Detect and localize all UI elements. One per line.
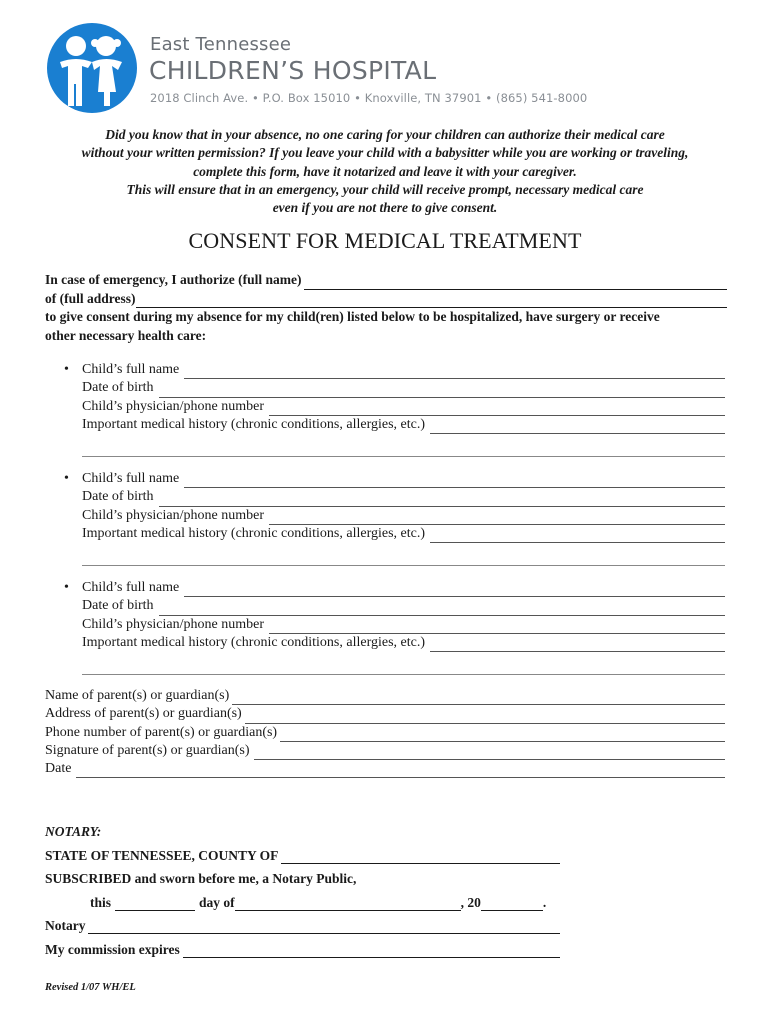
child-physician-field[interactable]	[269, 402, 725, 416]
authorized-name-field[interactable]	[304, 276, 727, 290]
child-physician-field[interactable]	[269, 620, 725, 634]
child-physician-label: Child’s physician/phone number	[82, 398, 264, 414]
date-label: Date	[45, 761, 72, 777]
parent-signature-field[interactable]	[254, 746, 725, 760]
child-history-field[interactable]	[430, 529, 725, 543]
day-of-label: day of	[199, 894, 235, 910]
child-name-field[interactable]	[184, 583, 725, 597]
child-physician-label: Child’s physician/phone number	[82, 616, 264, 632]
child-history-label: Important medical history (chronic conditions, allergies, etc.)	[82, 525, 426, 541]
year-field[interactable]	[481, 897, 543, 911]
child-history-label: Important medical history (chronic conditions, allergies, etc.)	[82, 416, 426, 432]
child-physician-label: Child’s physician/phone number	[82, 507, 264, 523]
child-dob-field[interactable]	[159, 602, 725, 616]
child-name-label: Child’s full name	[82, 580, 180, 595]
authorized-address-field[interactable]	[136, 294, 727, 308]
child-history-field[interactable]	[430, 420, 725, 434]
child-history-field-extra[interactable]	[82, 652, 725, 675]
child-history-field[interactable]	[430, 638, 725, 652]
date-field[interactable]	[76, 764, 725, 778]
parent-signature-label: Signature of parent(s) or guardian(s)	[45, 742, 250, 758]
intro-line: complete this form, have it notarized and leave it with your caregiver.	[193, 163, 577, 179]
child-name-field[interactable]	[184, 365, 725, 379]
hospital-logo	[46, 22, 138, 114]
authorized-address-label: of (full address)	[45, 290, 136, 306]
child-block	[64, 579, 725, 675]
intro-line: Did you know that in your absence, no one caring for your children can authorize their medical care	[105, 127, 665, 142]
year-prefix: , 20	[460, 894, 481, 910]
hospital-address: 2018 Clinch Ave. • P.O. Box 15010 • Knoxville, TN 37901 • (865) 541-8000	[150, 91, 588, 105]
revision-note: Revised 1/07 WH/EL	[45, 982, 136, 993]
child-history-label: Important medical history (chronic conditions, allergies, etc.)	[82, 634, 426, 650]
parent-phone-label: Phone number of parent(s) or guardian(s)	[45, 724, 278, 740]
child-dob-label: Date of birth	[82, 489, 154, 505]
child-block	[64, 470, 725, 566]
day-field[interactable]	[115, 897, 195, 911]
parent-address-label: Address of parent(s) or guardian(s)	[45, 706, 242, 722]
authorized-name-label: In case of emergency, I authorize (full name)	[45, 272, 302, 287]
bullet: •	[64, 580, 69, 595]
this-label: this	[90, 894, 112, 910]
intro-line: This will ensure that in an emergency, your child will receive prompt, necessary medical care	[126, 181, 644, 197]
child-block	[64, 361, 725, 457]
intro-line: without your written permission? If you leave your child with a babysitter while you are working or traveling,	[81, 145, 689, 161]
parent-address-field[interactable]	[245, 710, 725, 724]
authorization-text: to give consent during my absence for my child(ren) listed below to be hospitalized, have surgery or receive	[45, 309, 660, 324]
subscribed-text: SUBSCRIBED and sworn before me, a Notary Public,	[45, 871, 357, 886]
child-dob-label: Date of birth	[82, 380, 154, 396]
county-label: STATE OF TENNESSEE, COUNTY OF	[45, 847, 279, 863]
commission-field[interactable]	[183, 944, 560, 958]
child-name-label: Child’s full name	[82, 471, 180, 486]
notary-section	[45, 820, 560, 958]
intro-paragraph	[30, 126, 740, 217]
child-dob-field[interactable]	[159, 493, 725, 507]
parent-section	[45, 687, 725, 778]
commission-label: My commission expires	[45, 941, 180, 957]
child-history-field-extra[interactable]	[82, 434, 725, 457]
child-name-label: Child’s full name	[82, 362, 180, 377]
child-history-field-extra[interactable]	[82, 543, 725, 566]
intro-line: even if you are not there to give consent.	[272, 200, 498, 216]
child-physician-field[interactable]	[269, 511, 725, 525]
month-field[interactable]	[235, 897, 461, 911]
notary-heading: NOTARY:	[45, 824, 102, 839]
hospital-name: CHILDREN’S HOSPITAL	[149, 56, 437, 85]
child-dob-field[interactable]	[159, 384, 725, 398]
notary-field[interactable]	[88, 920, 561, 934]
authorization-section	[45, 271, 727, 345]
form-title: CONSENT FOR MEDICAL TREATMENT	[188, 228, 582, 253]
child-dob-label: Date of birth	[82, 598, 154, 614]
notary-label: Notary	[45, 918, 86, 933]
county-field[interactable]	[281, 850, 560, 864]
parent-name-label: Name of parent(s) or guardian(s)	[45, 688, 230, 703]
authorization-text: other necessary health care:	[45, 327, 207, 343]
bullet: •	[64, 471, 69, 486]
hospital-region: East Tennessee	[150, 34, 292, 55]
parent-name-field[interactable]	[232, 691, 725, 705]
bullet: •	[64, 362, 69, 377]
child-name-field[interactable]	[184, 474, 725, 488]
parent-phone-field[interactable]	[280, 728, 725, 742]
period: .	[542, 894, 547, 910]
